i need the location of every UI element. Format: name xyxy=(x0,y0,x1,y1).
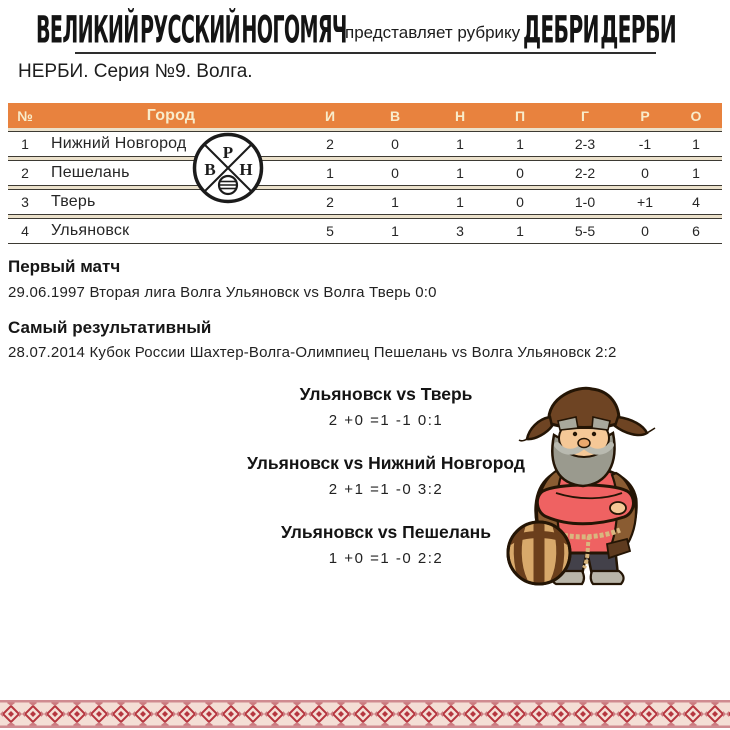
mascot-nose xyxy=(578,439,590,448)
stat-cell: 5-5 xyxy=(574,223,596,239)
city-cell: Ульяновск xyxy=(51,222,130,239)
city-cell: Пешелань xyxy=(51,164,130,181)
city-cell: Нижний Новгород xyxy=(51,135,187,152)
matchup-title: Ульяновск vs Нижний Новгород xyxy=(247,453,525,473)
section-title-first-match: Первый матч xyxy=(8,257,121,276)
stat-cell: 5 xyxy=(326,223,334,239)
stat-cell: 6 xyxy=(692,223,700,239)
stat-cell: 2-3 xyxy=(574,136,596,152)
stat-cell: 1-0 xyxy=(574,194,596,210)
mascot-ear-flap-left xyxy=(527,417,552,439)
table-body xyxy=(8,131,722,244)
section-title-highest-scoring: Самый результативный xyxy=(8,318,212,337)
matchup-stats: 2 +1 =1 -0 3:2 xyxy=(328,481,444,498)
stat-cell: 0 xyxy=(391,136,399,152)
mascot-ear-flap-right xyxy=(615,417,647,435)
matchup-stats: 1 +0 =1 -0 2:2 xyxy=(328,550,444,567)
matchup-title: Ульяновск vs Тверь xyxy=(299,384,473,404)
logo-letter-n: Н xyxy=(239,160,253,179)
mascot-hand xyxy=(610,502,626,514)
logo-letter-v: В xyxy=(204,160,216,179)
stat-cell: 4 xyxy=(21,223,29,239)
stat-cell: 2 xyxy=(326,136,334,152)
section-text-highest-scoring: 28.07.2014 Кубок России Шахтер-Волга-Олимпиец Пешелань vs Волга Ульяновск 2:2 xyxy=(8,344,617,361)
logo-letter-r: Р xyxy=(222,143,234,162)
stat-cell: -1 xyxy=(638,136,652,152)
stat-cell: 2 xyxy=(21,165,29,181)
stat-cell: 3 xyxy=(456,223,464,239)
stat-cell: 1 xyxy=(456,194,464,210)
table-header-row xyxy=(8,103,722,128)
stat-cell: 1 xyxy=(456,165,464,181)
stat-cell: 0 xyxy=(641,165,649,181)
table-row xyxy=(8,131,722,157)
column-header: Н xyxy=(454,107,466,124)
column-header: О xyxy=(690,107,702,124)
brand-left-title: ВЕЛИКИЙ РУССКИЙ НОГОМЯЧ xyxy=(36,8,347,52)
stat-cell: 1 xyxy=(391,194,399,210)
stat-cell: 2-2 xyxy=(574,165,596,181)
ornament-border xyxy=(0,700,730,728)
stat-cell: +1 xyxy=(637,194,653,210)
city-cell: Тверь xyxy=(51,193,96,210)
mascot-character xyxy=(496,381,666,588)
stat-cell: 0 xyxy=(516,194,524,210)
table-row xyxy=(8,189,722,215)
column-header: П xyxy=(514,107,526,124)
table-row xyxy=(8,218,722,244)
masthead-subtitle: представляет рубрику xyxy=(345,23,521,42)
page-title: НЕРБИ. Серия №9. Волга. xyxy=(18,61,253,82)
masthead-divider xyxy=(75,52,656,54)
stat-cell: 0 xyxy=(516,165,524,181)
stat-cell: 1 xyxy=(516,136,524,152)
column-header: В xyxy=(389,107,401,124)
stat-cell: 1 xyxy=(456,136,464,152)
stat-cell: 4 xyxy=(692,194,700,210)
stat-cell: 3 xyxy=(21,194,29,210)
table-row xyxy=(8,160,722,186)
matchup-title: Ульяновск vs Пешелань xyxy=(281,522,491,542)
club-logo xyxy=(190,130,266,206)
column-header: Г xyxy=(581,107,589,124)
stat-cell: 1 xyxy=(326,165,334,181)
section-text-first-match: 29.06.1997 Вторая лига Волга Ульяновск vs Волга Тверь 0:0 xyxy=(8,284,437,301)
stat-cell: 0 xyxy=(391,165,399,181)
column-header: Р xyxy=(640,107,650,124)
stat-cell: 1 xyxy=(692,165,700,181)
stat-cell: 1 xyxy=(391,223,399,239)
column-header: Город xyxy=(146,106,196,124)
matchup-stats: 2 +0 =1 -1 0:1 xyxy=(328,412,444,429)
column-header: И xyxy=(324,107,336,124)
stat-cell: 1 xyxy=(692,136,700,152)
stat-cell: 0 xyxy=(641,223,649,239)
brand-right-title: ДЕБРИ ДЕРБИ xyxy=(523,8,677,52)
stat-cell: 1 xyxy=(21,136,29,152)
logo-ball-icon xyxy=(219,176,237,194)
stat-cell: 1 xyxy=(516,223,524,239)
mascot-ball xyxy=(508,521,570,585)
mascot-boot-right xyxy=(591,571,624,584)
column-header: № xyxy=(17,107,33,124)
standings-table xyxy=(8,103,722,244)
stat-cell: 2 xyxy=(326,194,334,210)
